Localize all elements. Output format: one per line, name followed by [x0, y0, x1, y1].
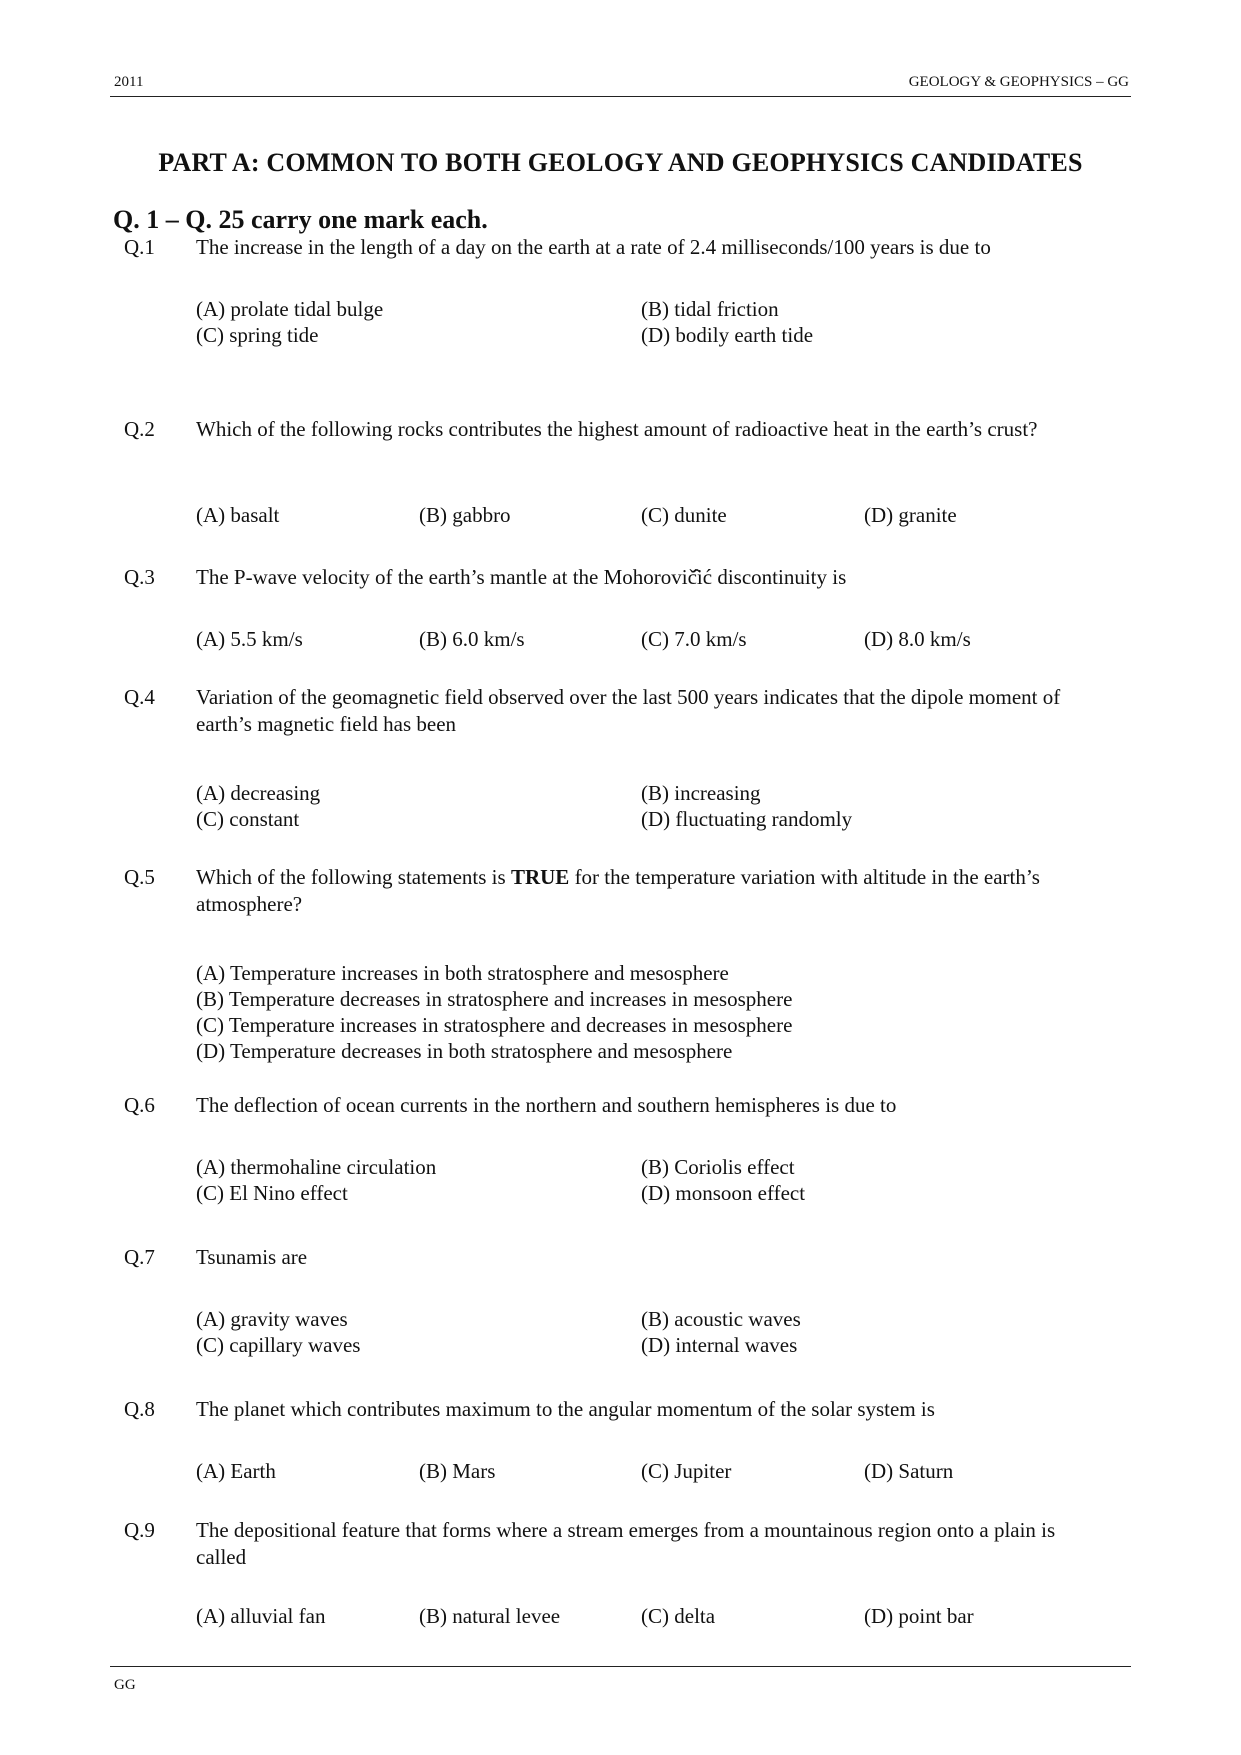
header-subject: GEOLOGY & GEOPHYSICS – GG	[908, 74, 1129, 90]
question-stem: Tsunamis are	[196, 1245, 308, 1269]
option-c: (C) capillary waves	[196, 1333, 361, 1357]
question-number: Q.4	[124, 685, 155, 709]
option-d: (D) bodily earth tide	[641, 323, 814, 347]
option-a: (A) Earth	[196, 1459, 276, 1483]
option-d: (D) fluctuating randomly	[641, 807, 853, 831]
question-stem: The planet which contributes maximum to the angular momentum of the solar system is	[196, 1397, 935, 1421]
option-a: (A) decreasing	[196, 781, 321, 805]
question-number: Q.5	[124, 865, 155, 889]
emphasis-true: TRUE	[510, 865, 570, 889]
question-stem: The depositional feature that forms where a stream emerges from a mountainous region onto a plain is called	[196, 1518, 1056, 1569]
option-c: (C) constant	[196, 807, 300, 831]
question-number: Q.7	[124, 1245, 155, 1269]
option-c: (C) delta	[641, 1604, 716, 1628]
question-stem: Which of the following statements is TRUE for the temperature variation with altitude in the earth’s atmosphere?	[196, 865, 1040, 916]
option-a: (A) basalt	[196, 503, 280, 527]
option-b: (B) Temperature decreases in stratosphere and increases in mesosphere	[196, 987, 793, 1011]
page-footer	[110, 1666, 1131, 1693]
question-stem: The deflection of ocean currents in the northern and southern hemispheres is due to	[196, 1093, 897, 1117]
option-a: (A) thermohaline circulation	[196, 1155, 437, 1179]
option-c: (C) 7.0 km/s	[641, 627, 747, 651]
option-c: (C) spring tide	[196, 323, 319, 347]
marks-note: Q. 1 – Q. 25 carry one mark each.	[113, 205, 488, 234]
option-c: (C) El Nino effect	[196, 1181, 348, 1205]
question-number: Q.3	[124, 565, 155, 589]
question-stem: Which of the following rocks contributes the highest amount of radioactive heat in the earth’s crust?	[196, 417, 1038, 441]
option-a: (A) alluvial fan	[196, 1604, 326, 1628]
question-stem: Variation of the geomagnetic field observed over the last 500 years indicates that the dipole moment of earth’s magnetic field has been	[196, 685, 1061, 736]
header-year: 2011	[114, 74, 144, 90]
option-c: (C) dunite	[641, 503, 727, 527]
option-d: (D) internal waves	[641, 1333, 798, 1357]
option-b: (B) 6.0 km/s	[419, 627, 525, 651]
question-number: Q.2	[124, 417, 155, 441]
question-number: Q.6	[124, 1093, 155, 1117]
option-b: (B) Coriolis effect	[641, 1155, 795, 1179]
question-stem: The increase in the length of a day on the earth at a rate of 2.4 milliseconds/100 years is due to	[196, 235, 991, 259]
option-d: (D) granite	[864, 503, 957, 527]
option-b: (B) tidal friction	[641, 297, 779, 321]
option-a: (A) prolate tidal bulge	[196, 297, 384, 321]
option-a: (A) gravity waves	[196, 1307, 348, 1331]
option-b: (B) natural levee	[419, 1604, 561, 1628]
question-number: Q.1	[124, 235, 155, 259]
option-d: (D) point bar	[864, 1604, 974, 1628]
option-b: (B) increasing	[641, 781, 761, 805]
question-stem: The P-wave velocity of the earth’s mantle at the Mohorovič̂ić discontinuity is	[196, 565, 847, 589]
option-a: (A) 5.5 km/s	[196, 627, 303, 651]
page-header	[110, 74, 1131, 97]
footer-code: GG	[114, 1677, 136, 1693]
question-number: Q.9	[124, 1518, 155, 1542]
part-title: PART A: COMMON TO BOTH GEOLOGY AND GEOPHYSICS CANDIDATES	[158, 148, 1083, 177]
option-d: (D) 8.0 km/s	[864, 627, 971, 651]
option-b: (B) gabbro	[419, 503, 511, 527]
option-b: (B) Mars	[419, 1459, 496, 1483]
option-d: (D) monsoon effect	[641, 1181, 806, 1205]
option-a: (A) Temperature increases in both stratosphere and mesosphere	[196, 961, 729, 985]
question-number: Q.8	[124, 1397, 155, 1421]
option-d: (D) Saturn	[864, 1459, 954, 1483]
option-d: (D) Temperature decreases in both stratosphere and mesosphere	[196, 1039, 733, 1063]
option-b: (B) acoustic waves	[641, 1307, 801, 1331]
option-c: (C) Temperature increases in stratosphere and decreases in mesosphere	[196, 1013, 793, 1037]
option-c: (C) Jupiter	[641, 1459, 732, 1483]
